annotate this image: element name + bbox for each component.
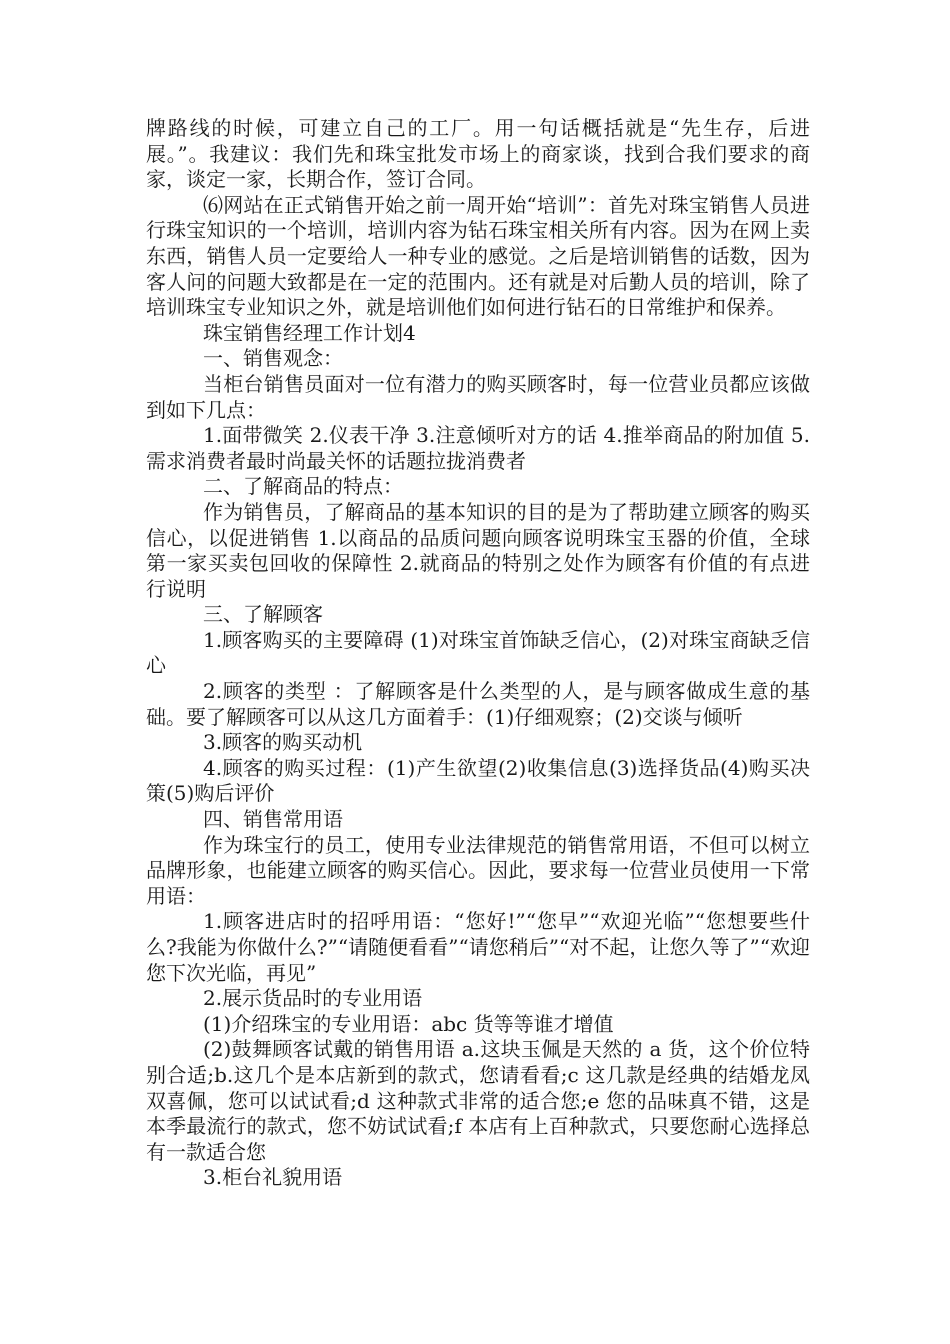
paragraph: (1)介绍珠宝的专业用语：abc 货等等谁才增值	[203, 1011, 614, 1036]
paragraph: 作为销售员，了解商品的基本知识的目的是为了帮助建立顾客的购买信心，以促进销售 1.以商品的品质问题向顾客说明珠宝玉器的价值，全球第一家买卖包回收的保障性 2.就商品的特别之处作为顾客有价值的有点进行说明	[146, 499, 810, 601]
paragraph: 1.面带微笑 2.仪表干净 3.注意倾听对方的话 4.推举商品的附加值 5.需求消费者最时尚最关怀的话题拉拢消费者	[146, 423, 810, 473]
paragraph: 牌路线的时候，可建立自己的工厂。用一句话概括就是“先生存，后进展。”。我建议：我们先和珠宝批发市场上的商家谈，找到合我们要求的商家，谈定一家，长期合作，签订合同。	[146, 116, 810, 192]
paragraph: ⑹网站在正式销售开始之前一周开始“培训”：首先对珠宝销售人员进行珠宝知识的一个培训，培训内容为钻石珠宝相关所有内容。因为在网上卖东西，销售人员一定要给人一种专业的感觉。之后是培训销售的话数，因为客人问的问题大致都是在一定的范围内。还有就是对后勤人员的培训，除了培训珠宝专业知识之外，就是培训他们如何进行钻石的日常维护和保养。	[146, 192, 810, 320]
paragraph: 3.柜台礼貌用语	[203, 1165, 343, 1190]
section-heading: 一、销售观念：	[203, 346, 343, 371]
paragraph: 3.顾客的购买动机	[203, 730, 363, 755]
section-heading: 四、销售常用语	[203, 807, 343, 832]
paragraph: 2.展示货品时的专业用语	[203, 986, 423, 1011]
paragraph: (2)鼓舞顾客试戴的销售用语 a.这块玉佩是天然的 a 货，这个价位特别合适;b.这几个是本店新到的款式，您请看看;c 这几款是经典的结婚龙凤双喜佩，您可以试试看;d 这种款式非常的适合您;e 您的品味真不错，这是本季最流行的款式，您不妨试试看;f 本店有上百种款式，只要您耐心选择总有一款适合您	[146, 1037, 810, 1164]
section-title: 珠宝销售经理工作计划4	[203, 320, 416, 345]
paragraph: 作为珠宝行的员工，使用专业法律规范的销售常用语，不但可以树立品牌形象，也能建立顾客的购买信心。因此，要求每一位营业员使用一下常用语：	[146, 832, 810, 908]
document-body	[146, 116, 810, 1191]
paragraph: 1.顾客进店时的招呼用语：“您好!”“您早”“欢迎光临”“您想要些什么?我能为你做什么?”“请随便看看”“请您稍后”“对不起，让您久等了”“欢迎您下次光临，再见”	[146, 909, 810, 985]
paragraph: 4.顾客的购买过程：(1)产生欲望(2)收集信息(3)选择货品(4)购买决策(5)购后评价	[146, 755, 810, 806]
paragraph: 1.顾客购买的主要障碍 (1)对珠宝首饰缺乏信心，(2)对珠宝商缺乏信心	[146, 627, 810, 678]
paragraph: 2.顾客的类型 ：了解顾客是什么类型的人，是与顾客做成生意的基础。要了解顾客可以从这几方面着手：(1)仔细观察；(2)交谈与倾听	[146, 679, 810, 729]
paragraph: 当柜台销售员面对一位有潜力的购买顾客时，每一位营业员都应该做到如下几点：	[146, 371, 810, 422]
section-heading: 三、了解顾客	[203, 602, 323, 627]
section-heading: 二、了解商品的特点：	[203, 474, 403, 499]
